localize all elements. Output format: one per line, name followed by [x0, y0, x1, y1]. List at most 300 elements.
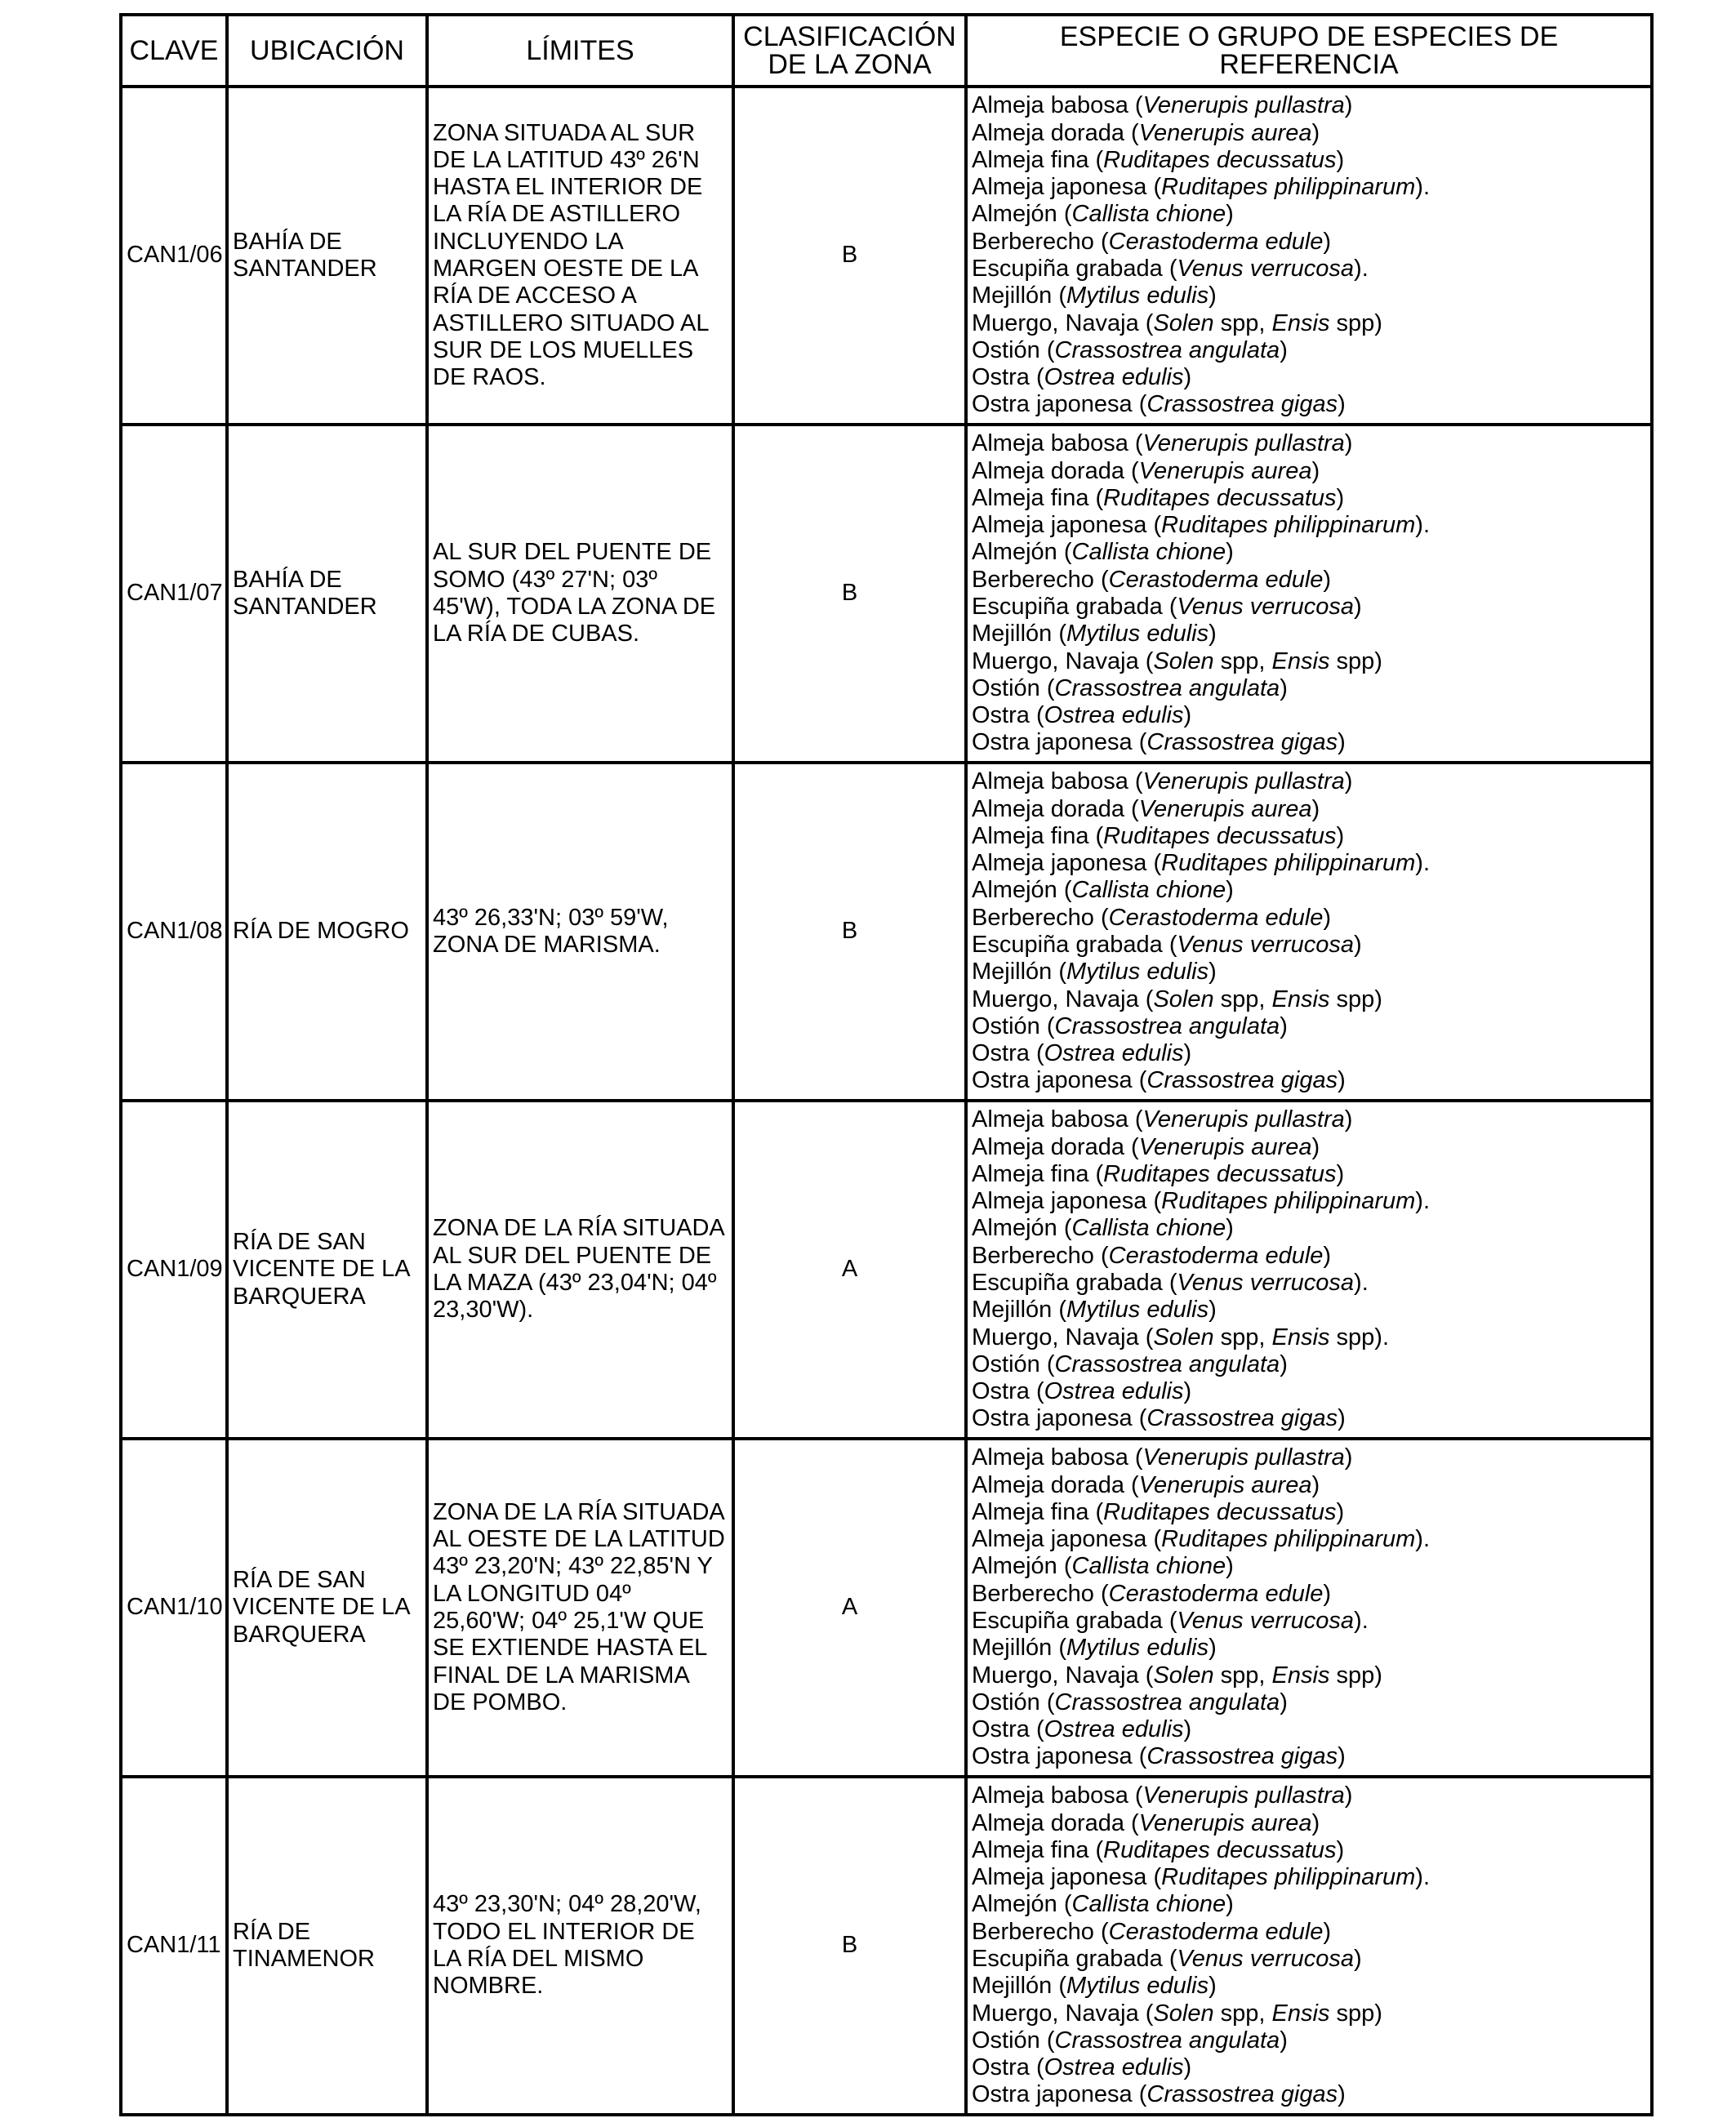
cell-especies	[966, 425, 1652, 763]
species-text: spp,	[1213, 2000, 1272, 2027]
species-line	[972, 1378, 1646, 1405]
header-ubicacion: UBICACIÓN	[227, 15, 427, 87]
cell-clasificacion: A	[733, 1101, 966, 1439]
species-scientific-name: Venus verrucosa	[1177, 594, 1355, 620]
species-text: Almejón (	[972, 877, 1072, 904]
species-scientific-name: Ensis	[1271, 2000, 1330, 2027]
cell-clasificacion: B	[733, 1777, 966, 2115]
species-text: Berberecho (	[972, 1918, 1109, 1945]
species-text: )	[1338, 1743, 1346, 1770]
species-text: )	[1226, 1215, 1234, 1242]
species-scientific-name: Ruditapes philippinarum	[1161, 850, 1416, 877]
species-text: Muergo, Navaja (	[972, 647, 1154, 674]
species-line	[972, 1444, 1646, 1471]
species-line	[972, 1040, 1646, 1067]
species-text: Ostión (	[972, 2027, 1055, 2054]
species-line	[972, 1810, 1646, 1837]
species-text: spp)	[1329, 2000, 1382, 2027]
species-line	[972, 1608, 1646, 1635]
species-line	[972, 1472, 1646, 1499]
species-line	[972, 1526, 1646, 1553]
table-row	[121, 763, 1652, 1101]
cell-limites: ZONA DE LA RÍA SITUADA AL OESTE DE LA LATITUD 43º 23,20'N; 43º 22,85'N Y LA LONGITUD 04º 25,60'W; 04º 25,1'W QUE SE EXTIENDE HASTA EL FINAL DE LA MARISMA DE POMBO.	[427, 1439, 733, 1777]
species-text: )	[1280, 1689, 1288, 1715]
species-text: Ostra japonesa (	[972, 2081, 1147, 2108]
species-text: )	[1226, 1891, 1234, 1918]
species-text: Almeja dorada (	[972, 119, 1139, 146]
species-text: )	[1280, 1351, 1288, 1377]
species-scientific-name: Ensis	[1271, 309, 1330, 336]
species-text: )	[1183, 702, 1192, 729]
cell-clasificacion: B	[733, 425, 966, 763]
species-line	[972, 877, 1646, 904]
species-line	[972, 1973, 1646, 2000]
species-text: )	[1183, 1378, 1192, 1405]
species-text: Almeja dorada (	[972, 457, 1139, 484]
species-scientific-name: Crassostrea gigas	[1146, 1405, 1338, 1432]
species-text: ).	[1354, 256, 1369, 282]
species-line	[972, 1106, 1646, 1133]
species-scientific-name: Ostrea edulis	[1044, 2054, 1184, 2081]
species-text: Escupiña grabada (	[972, 932, 1177, 958]
cell-clasificacion: B	[733, 763, 966, 1101]
species-text: Ostra japonesa (	[972, 1405, 1147, 1432]
species-text: )	[1354, 594, 1362, 620]
species-line	[972, 120, 1646, 147]
species-text: )	[1311, 1133, 1320, 1160]
species-text: Almejón (	[972, 201, 1072, 228]
species-scientific-name: Ruditapes decussatus	[1103, 146, 1337, 173]
species-line	[972, 485, 1646, 512]
species-text: Ostra (	[972, 1378, 1044, 1405]
species-text: )	[1344, 1444, 1353, 1471]
species-text: spp)	[1329, 986, 1382, 1012]
species-scientific-name: Ensis	[1271, 986, 1330, 1012]
species-scientific-name: Venerupis aurea	[1138, 795, 1312, 822]
species-line	[972, 1716, 1646, 1743]
species-text: )	[1344, 92, 1353, 119]
species-scientific-name: Venerupis aurea	[1138, 1809, 1312, 1836]
species-line	[972, 850, 1646, 877]
species-line	[972, 648, 1646, 675]
table-row	[121, 425, 1652, 763]
species-text: )	[1336, 822, 1345, 849]
header-row	[121, 15, 1652, 87]
species-line	[972, 458, 1646, 485]
species-text: spp,	[1213, 647, 1272, 674]
species-line	[972, 1297, 1646, 1324]
species-text: Almeja fina (	[972, 1498, 1104, 1525]
species-text: ).	[1415, 850, 1430, 877]
species-line	[972, 1635, 1646, 1662]
species-line	[972, 2054, 1646, 2081]
species-line	[972, 932, 1646, 959]
species-text: )	[1336, 1160, 1345, 1187]
species-scientific-name: Ensis	[1271, 647, 1330, 674]
species-text: )	[1323, 1580, 1332, 1607]
species-scientific-name: Crassostrea angulata	[1054, 336, 1280, 363]
species-line	[972, 1215, 1646, 1242]
species-text: Almeja babosa (	[972, 1782, 1143, 1809]
species-scientific-name: Solen	[1153, 2000, 1214, 2027]
species-text: )	[1344, 1106, 1353, 1133]
species-text: )	[1338, 1067, 1346, 1094]
species-text: Mejillón (	[972, 283, 1067, 309]
species-text: )	[1311, 795, 1320, 822]
species-scientific-name: Venerupis aurea	[1138, 1471, 1312, 1498]
species-text: Escupiña grabada (	[972, 1946, 1177, 1972]
species-text: )	[1209, 1297, 1217, 1324]
species-text: spp,	[1213, 1662, 1272, 1689]
header-clasificacion: CLASIFICACIÓN DE LA ZONA	[733, 15, 966, 87]
cell-ubicacion: RÍA DE SAN VICENTE DE LA BARQUERA	[227, 1439, 427, 1777]
species-line	[972, 1499, 1646, 1526]
species-scientific-name: Ostrea edulis	[1044, 702, 1184, 729]
species-text: Almeja babosa (	[972, 92, 1143, 119]
species-text: )	[1280, 2027, 1288, 2054]
species-text: Almeja babosa (	[972, 1444, 1143, 1471]
species-text: Escupiña grabada (	[972, 1608, 1177, 1634]
species-text: Almeja japonesa (	[972, 1526, 1162, 1553]
species-text: )	[1280, 674, 1288, 701]
species-line	[972, 675, 1646, 702]
species-text: )	[1311, 1809, 1320, 1836]
species-text: Berberecho (	[972, 566, 1109, 593]
species-line	[972, 1837, 1646, 1864]
species-line	[972, 337, 1646, 364]
species-text: Mejillón (	[972, 1973, 1067, 2000]
cell-clave: CAN1/07	[121, 425, 227, 763]
species-line	[972, 256, 1646, 283]
species-text: )	[1226, 201, 1234, 228]
species-text: ).	[1354, 1270, 1369, 1296]
cell-limites: ZONA DE LA RÍA SITUADA AL SUR DEL PUENTE DE LA MAZA (43º 23,04'N; 04º 23,30'W).	[427, 1101, 733, 1439]
species-line	[972, 621, 1646, 647]
species-line	[972, 201, 1646, 228]
species-scientific-name: Callista chione	[1071, 201, 1226, 228]
species-text: Ostión (	[972, 1351, 1055, 1377]
species-text: Berberecho (	[972, 1242, 1109, 1269]
species-scientific-name: Venerupis pullastra	[1142, 1782, 1345, 1809]
species-text: ).	[1354, 1608, 1369, 1634]
species-text: )	[1209, 959, 1217, 986]
species-text: Ostra japonesa (	[972, 1743, 1147, 1770]
species-text: )	[1183, 2054, 1192, 2081]
species-text: Ostión (	[972, 336, 1055, 363]
species-text: Almeja japonesa (	[972, 512, 1162, 539]
species-text: )	[1183, 364, 1192, 391]
species-text: Escupiña grabada (	[972, 1270, 1177, 1296]
species-scientific-name: Mytilus edulis	[1066, 959, 1209, 986]
species-text: Muergo, Navaja (	[972, 986, 1154, 1012]
species-scientific-name: Ruditapes decussatus	[1103, 484, 1337, 511]
species-text: Ostra (	[972, 702, 1044, 729]
species-scientific-name: Ruditapes philippinarum	[1161, 174, 1416, 201]
table-row	[121, 1101, 1652, 1439]
species-text: Berberecho (	[972, 1580, 1109, 1607]
species-text: Muergo, Navaja (	[972, 2000, 1154, 2027]
species-line	[972, 796, 1646, 823]
species-line	[972, 1243, 1646, 1270]
species-scientific-name: Callista chione	[1071, 1553, 1226, 1580]
species-scientific-name: Venus verrucosa	[1177, 1270, 1355, 1296]
species-scientific-name: Venerupis aurea	[1138, 119, 1312, 146]
cell-especies	[966, 1777, 1652, 2115]
species-text: )	[1338, 729, 1346, 756]
species-text: Almeja fina (	[972, 1836, 1104, 1863]
species-text: Almeja dorada (	[972, 1471, 1139, 1498]
species-text: )	[1209, 1973, 1217, 2000]
species-line	[972, 1134, 1646, 1161]
species-line	[972, 1891, 1646, 1918]
species-line	[972, 594, 1646, 621]
cell-ubicacion: BAHÍA DE SANTANDER	[227, 425, 427, 763]
species-scientific-name: Ruditapes decussatus	[1103, 1836, 1337, 1863]
species-text: )	[1183, 1716, 1192, 1743]
species-text: )	[1226, 539, 1234, 566]
species-line	[972, 1188, 1646, 1215]
species-scientific-name: Mytilus edulis	[1066, 621, 1209, 647]
species-text: spp,	[1213, 1324, 1272, 1351]
species-line	[972, 2027, 1646, 2054]
species-line	[972, 539, 1646, 566]
species-text: Escupiña grabada (	[972, 256, 1177, 282]
species-text: spp,	[1213, 309, 1272, 336]
species-text: )	[1338, 1405, 1346, 1432]
cell-ubicacion: RÍA DE SAN VICENTE DE LA BARQUERA	[227, 1101, 427, 1439]
species-scientific-name: Solen	[1153, 986, 1214, 1012]
cell-clave: CAN1/10	[121, 1439, 227, 1777]
species-scientific-name: Mytilus edulis	[1066, 283, 1209, 309]
species-text: ).	[1415, 1864, 1430, 1891]
species-scientific-name: Solen	[1153, 647, 1214, 674]
species-text: spp,	[1213, 986, 1272, 1012]
species-text: )	[1354, 932, 1362, 958]
species-scientific-name: Mytilus edulis	[1066, 1297, 1209, 1324]
species-text: Almeja babosa (	[972, 430, 1143, 457]
species-line	[972, 729, 1646, 756]
species-scientific-name: Cerastoderma edule	[1108, 904, 1324, 931]
cell-ubicacion: BAHÍA DE SANTANDER	[227, 87, 427, 425]
species-text: )	[1323, 904, 1332, 931]
species-scientific-name: Callista chione	[1071, 877, 1226, 904]
species-text: ).	[1415, 1188, 1430, 1215]
species-text: )	[1280, 336, 1288, 363]
species-text: )	[1323, 1918, 1332, 1945]
species-text: )	[1323, 228, 1332, 255]
species-line	[972, 391, 1646, 418]
cell-especies	[966, 1439, 1652, 1777]
species-scientific-name: Venerupis aurea	[1138, 457, 1312, 484]
species-scientific-name: Crassostrea gigas	[1146, 1067, 1338, 1094]
species-line	[972, 364, 1646, 391]
species-text: Muergo, Navaja (	[972, 1662, 1154, 1689]
species-scientific-name: Cerastoderma edule	[1108, 1918, 1324, 1945]
species-text: Ostión (	[972, 1689, 1055, 1715]
species-text: spp)	[1329, 647, 1382, 674]
cell-clave: CAN1/11	[121, 1777, 227, 2115]
species-text: )	[1280, 1012, 1288, 1039]
species-text: ).	[1415, 512, 1430, 539]
species-text: Almeja fina (	[972, 822, 1104, 849]
species-line	[972, 1689, 1646, 1716]
species-scientific-name: Crassostrea angulata	[1054, 2027, 1280, 2054]
species-text: )	[1226, 877, 1234, 904]
species-text: Berberecho (	[972, 228, 1109, 255]
species-scientific-name: Crassostrea angulata	[1054, 1351, 1280, 1377]
species-scientific-name: Ensis	[1271, 1662, 1330, 1689]
cell-especies	[966, 1101, 1652, 1439]
species-text: Mejillón (	[972, 621, 1067, 647]
species-line	[972, 1743, 1646, 1770]
species-text: ).	[1415, 1526, 1430, 1553]
table-body	[121, 87, 1652, 2115]
cell-limites: 43º 23,30'N; 04º 28,20'W, TODO EL INTERIOR DE LA RÍA DEL MISMO NOMBRE.	[427, 1777, 733, 2115]
species-text: )	[1344, 430, 1353, 457]
species-line	[972, 567, 1646, 594]
species-line	[972, 1919, 1646, 1946]
species-line	[972, 1324, 1646, 1351]
species-text: Ostión (	[972, 1012, 1055, 1039]
species-scientific-name: Venerupis pullastra	[1142, 1106, 1345, 1133]
species-text: Almejón (	[972, 1553, 1072, 1580]
species-text: ).	[1415, 174, 1430, 201]
species-scientific-name: Venerupis pullastra	[1142, 768, 1345, 795]
species-text: )	[1209, 621, 1217, 647]
species-scientific-name: Cerastoderma edule	[1108, 1242, 1324, 1269]
species-scientific-name: Venus verrucosa	[1177, 932, 1355, 958]
species-line	[972, 229, 1646, 256]
species-text: Muergo, Navaja (	[972, 309, 1154, 336]
species-text: )	[1323, 566, 1332, 593]
species-scientific-name: Ruditapes decussatus	[1103, 1498, 1337, 1525]
species-line	[972, 986, 1646, 1013]
species-text: )	[1336, 1836, 1345, 1863]
species-text: Almeja fina (	[972, 1160, 1104, 1187]
header-clave: CLAVE	[121, 15, 227, 87]
species-scientific-name: Cerastoderma edule	[1108, 228, 1324, 255]
cell-ubicacion: RÍA DE MOGRO	[227, 763, 427, 1101]
species-scientific-name: Ostrea edulis	[1044, 1716, 1184, 1743]
species-line	[972, 1161, 1646, 1188]
species-text: Mejillón (	[972, 959, 1067, 986]
cell-especies	[966, 763, 1652, 1101]
species-text: )	[1336, 146, 1345, 173]
species-text: Almeja dorada (	[972, 1133, 1139, 1160]
species-text: Almeja japonesa (	[972, 1188, 1162, 1215]
cell-clave: CAN1/06	[121, 87, 227, 425]
cell-clasificacion: B	[733, 87, 966, 425]
species-line	[972, 1782, 1646, 1809]
species-text: Mejillón (	[972, 1297, 1067, 1324]
species-scientific-name: Solen	[1153, 309, 1214, 336]
species-line	[972, 823, 1646, 850]
species-line	[972, 283, 1646, 309]
species-line	[972, 1013, 1646, 1040]
species-text: Almeja babosa (	[972, 1106, 1143, 1133]
species-scientific-name: Cerastoderma edule	[1108, 1580, 1324, 1607]
species-scientific-name: Solen	[1153, 1324, 1214, 1351]
species-line	[972, 1351, 1646, 1378]
species-text: Ostra (	[972, 1716, 1044, 1743]
species-line	[972, 147, 1646, 174]
species-scientific-name: Venerupis pullastra	[1142, 430, 1345, 457]
species-text: )	[1338, 391, 1346, 418]
species-line	[972, 702, 1646, 729]
species-text: )	[1209, 283, 1217, 309]
species-scientific-name: Venus verrucosa	[1177, 1946, 1355, 1972]
species-text: )	[1226, 1553, 1234, 1580]
species-scientific-name: Crassostrea angulata	[1054, 674, 1280, 701]
species-text: Muergo, Navaja (	[972, 1324, 1154, 1351]
species-text: )	[1209, 1635, 1217, 1662]
species-line	[972, 92, 1646, 119]
species-scientific-name: Ruditapes philippinarum	[1161, 1864, 1416, 1891]
species-text: Almeja dorada (	[972, 795, 1139, 822]
table-row	[121, 1777, 1652, 2115]
header-limites: LÍMITES	[427, 15, 733, 87]
species-text: Almejón (	[972, 1215, 1072, 1242]
species-scientific-name: Crassostrea gigas	[1146, 1743, 1338, 1770]
species-text: Almeja dorada (	[972, 1809, 1139, 1836]
cell-ubicacion: RÍA DE TINAMENOR	[227, 1777, 427, 2115]
species-scientific-name: Ostrea edulis	[1044, 364, 1184, 391]
species-scientific-name: Crassostrea angulata	[1054, 1012, 1280, 1039]
species-scientific-name: Venerupis pullastra	[1142, 92, 1345, 119]
species-scientific-name: Crassostrea angulata	[1054, 1689, 1280, 1715]
species-text: )	[1338, 2081, 1346, 2108]
species-scientific-name: Callista chione	[1071, 1891, 1226, 1918]
species-text: spp)	[1329, 1662, 1382, 1689]
species-text: Ostra japonesa (	[972, 391, 1147, 418]
species-line	[972, 1662, 1646, 1689]
species-scientific-name: Ruditapes philippinarum	[1161, 1526, 1416, 1553]
species-line	[972, 768, 1646, 795]
species-text: )	[1311, 1471, 1320, 1498]
cell-limites: ZONA SITUADA AL SUR DE LA LATITUD 43º 26'N HASTA EL INTERIOR DE LA RÍA DE ASTILLERO INCLUYENDO LA MARGEN OESTE DE LA RÍA DE ACCESO A ASTILLERO SITUADO AL SUR DE LOS MUELLES DE RAOS.	[427, 87, 733, 425]
species-scientific-name: Ruditapes philippinarum	[1161, 1188, 1416, 1215]
species-text: Almeja japonesa (	[972, 1864, 1162, 1891]
species-line	[972, 1946, 1646, 1973]
species-line	[972, 2081, 1646, 2108]
species-scientific-name: Venerupis pullastra	[1142, 1444, 1345, 1471]
species-text: Ostión (	[972, 674, 1055, 701]
header-especies: ESPECIE O GRUPO DE ESPECIES DE REFERENCIA	[966, 15, 1652, 87]
species-text: )	[1344, 1782, 1353, 1809]
species-scientific-name: Crassostrea gigas	[1146, 729, 1338, 756]
species-scientific-name: Cerastoderma edule	[1108, 566, 1324, 593]
species-line	[972, 1067, 1646, 1094]
species-text: Almeja fina (	[972, 484, 1104, 511]
species-text: )	[1354, 1946, 1362, 1972]
species-text: Escupiña grabada (	[972, 594, 1177, 620]
species-scientific-name: Ostrea edulis	[1044, 1378, 1184, 1405]
species-scientific-name: Crassostrea gigas	[1146, 391, 1338, 418]
species-text: Ostra (	[972, 2054, 1044, 2081]
species-text: Almeja babosa (	[972, 768, 1143, 795]
species-line	[972, 1553, 1646, 1580]
species-scientific-name: Mytilus edulis	[1066, 1973, 1209, 2000]
species-line	[972, 1270, 1646, 1297]
species-text: )	[1311, 457, 1320, 484]
species-line	[972, 959, 1646, 986]
species-text: Ostra japonesa (	[972, 729, 1147, 756]
species-text: )	[1183, 1040, 1192, 1067]
species-text: Almejón (	[972, 1891, 1072, 1918]
species-scientific-name: Solen	[1153, 1662, 1214, 1689]
species-scientific-name: Venus verrucosa	[1177, 1608, 1355, 1634]
species-text: spp).	[1329, 1324, 1389, 1351]
